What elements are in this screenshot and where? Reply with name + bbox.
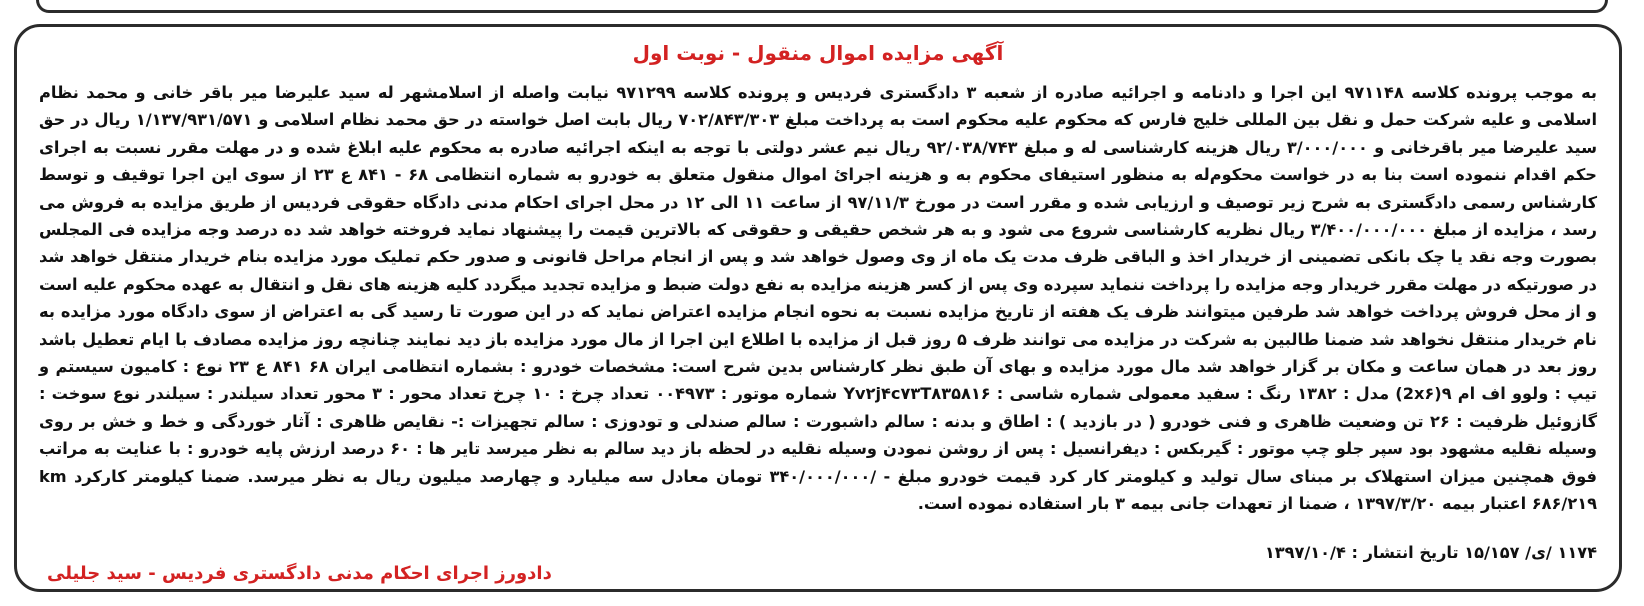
- notice-body: به موجب پرونده کلاسه ۹۷۱۱۴۸ این اجرا و دادنامه و اجرائیه صادره از شعبه ۳ دادگستری فردیس و پرونده کلاسه ۹۷۱۲۹۹ نیابت واصله از اسلامشهر له سید علیرضا میر باقر خانی و محمد نظام اسلامی و علیه شرکت حمل و نقل بین المللی خلیج فارس که محکوم علیه محکوم است به پرداخت مبلغ ۷۰۲/۸۴۳/۳۰۳ ریال بابت اصل خواسته در حق محمد نظام اسلامی و ۱/۱۳۷/۹۳۱/۵۷۱ ریال در حق سید علیرضا میر باقرخانی و ۳/۰۰۰/۰۰۰ ریال هزینه کارشناسی له و مبلغ ۹۲/۰۳۸/۷۴۳ ریال نیم عشر دولتی با توجه به اینکه اجرائیه صادره به محکوم علیه ابلاغ شده و در مهلت مقرر نسبت به اجرای حکم اقدام ننموده است بنا به در خواست محکوم‌له به منظور استیفای محکوم به و هزینه اجرائ اموال منقول متعلق به خودرو به شماره انتظامی ۶۸ - ۸۴۱ ع ۲۳ از سوی این اجرا توقیف و توسط کارشناس رسمی دادگستری به شرح زیر توصیف و ارزیابی شده و مقرر است در مورخ ۹۷/۱۱/۳ از ساعت ۱۱ الی ۱۲ در محل اجرای احکام مدنی دادگاه حقوقی فردیس از طریق مزایده به فروش می رسد ، مزایده از مبلغ ۳/۴۰۰/۰۰۰/۰۰۰ ریال نظریه کارشناسی شروع می شود و به هر شخص حقیقی و حقوقی که بالاترین قیمت را پیشنهاد نماید فروخته خواهد شد ده درصد وجه مزایده فی المجلس بصورت وجه نقد یا چک بانکی تضمینی از خریدار اخذ و الباقی ظرف مدت یک ماه از وی وصول خواهد شد و پس از انجام مراحل قانونی و صدور حکم تملیک مورد مزایده بنام خریدار منتقل خواهد شد در صورتیکه در مهلت مقرر خریدار وجه مزایده را پرداخت ننماید سپرده وی پس از کسر هزینه مزایده به نفع دولت ضبط و مزایده تجدید میگردد کلیه هزینه های نقل و انتقال به عهده محکوم علیه است و از محل فروش پرداخت خواهد شد طرفین میتوانند ظرف یک هفته از تاریخ مزایده نسبت به نحوه انجام مزایده اعتراض نماید که در این صورت تا رسید گی به اعتراض از سوی دادگاه مورد مزایده به نام خریدار منتقل نخواهد شد ضمنا طالبین به شرکت در مزایده می توانند ظرف ۵ روز قبل از مزایده با اطلاع این اجرا از مال مورد مزایده باز دید نمایند چنانچه روز مزایده مصادف با ایام تعطیل باشد روز بعد در همان ساعت و مکان بر گزار خواهد شد مال مورد مزایده و بهای آن طبق نظر کارشناس بدین شرح است: مشخصات خودرو : بشماره انتظامی ایران ۶۸ ۸۴۱ ع ۲۳ نوع : کامیون سیستم و تیپ : ولوو اف ام ۹(2x۶) مدل : ۱۳۸۲ رنگ : سفید معمولی شماره شاسی : Yv۲j۴c۷۳T۸۳۵۸۱۶ شماره موتور : ۰۰۴۹۷۳ تعداد چرخ : ۱۰ چرخ تعداد محور : ۳ محور تعداد سیلندر : سیلندر نوع سوخت : گازوئیل ظرفیت : ۲۶ تن وضعیت ظاهری و فنی خودرو ( در بازدید ) : اطاق و بدنه : سالم داشبورت : سالم صندلی و تودوزی : سالم تجهیزات :- نقایص ظاهری : آثار خوردگی و خط و خش بر روی وسیله نقلیه مشهود بود سپر جلو چپ موتور : گیربکس : دیفرانسیل : پس از روشن نمودن وسیله نقلیه در لحظه باز دید سالم به نظر میرسد تایر ها : ۶۰ درصد ارزش پایه خودرو : با عنایت به مراتب فوق همچنین میزان استهلاک بر مبنای سال تولید و کیلومتر کار کرد قیمت خودرو مبلغ - /۳۴۰/۰۰۰/۰۰۰ تومان معادل سه میلیارد و چهارصد میلیون ریال به نظر میرسد. ضمنا کیلومتر کارکرد km ۶۸۶/۲۱۹ اعتبار بیمه ۱۳۹۷/۳/۲۰ ، ضمنا از تعهدات جانی بیمه ۳ بار استفاده نموده است.: [39, 83, 1598, 514]
- notice-publication-info: ۱۱۷۴ /ی/ ۱۵/۱۵۷ تاریخ انتشار : ۱۳۹۷/۱۰/۴: [1264, 543, 1597, 562]
- notice-title: آگهی مزایده اموال منقول - نوبت اول: [632, 41, 1004, 65]
- notice-signature: دادورز اجرای احکام مدنی دادگستری فردیس - سید جلیلی: [47, 563, 552, 584]
- previous-notice-border: [36, 0, 1608, 13]
- auction-notice-box: [14, 24, 1622, 592]
